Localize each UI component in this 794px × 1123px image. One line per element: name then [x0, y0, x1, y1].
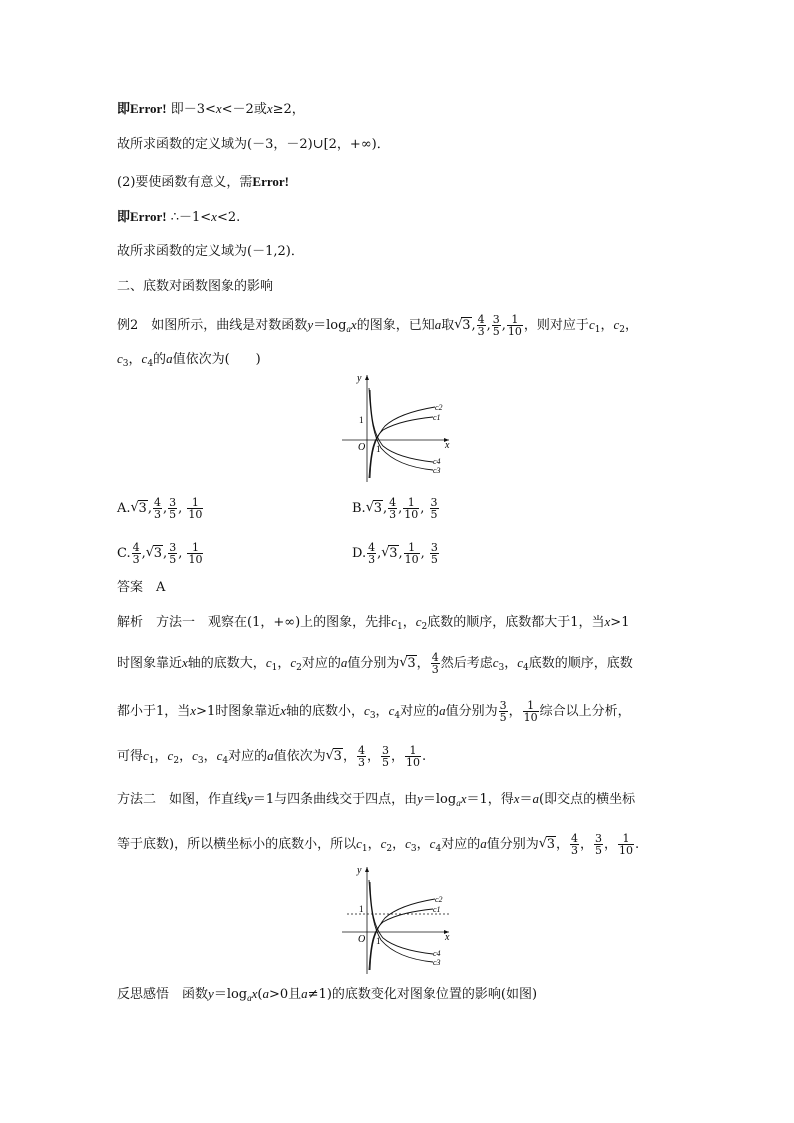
y-axis-label: y: [357, 865, 362, 876]
analysis-line-3: 都小于1，当x>1时图象靠近x轴的底数小，$c_3$，$c_4$对应的a值分别为 $\frac{3}{5}$ ， $\frac{1}{10}$ 综合以上分析，: [117, 699, 631, 724]
line-1: 即Error! 即－3<x<－2或x≥2，: [117, 101, 305, 117]
label-c3: c3: [433, 466, 441, 475]
y-tick-1: 1: [359, 904, 364, 914]
origin-label: O: [358, 442, 366, 453]
label-c1: c1: [433, 413, 441, 422]
log-graph-1: [337, 370, 457, 485]
example-line-1: 例2 如图所示，曲线是对数函数$y=\log_ax$的图象，已知a取√ 3, $\frac{4}{3}$ , $\frac{3}{5}$ , $\frac{1}{10}$ ，则对应于$c_1$，$c_2$，: [117, 314, 638, 338]
x-tick-1: 1: [376, 444, 381, 454]
y-axis-label: y: [357, 373, 362, 384]
line-5: 故所求函数的定义域为(－1,2)．: [117, 244, 304, 259]
reflection-line: 反思感悟 函数$y=\log_ax(a>0$且a≠1)的底数变化对图象位置的影响(如图): [117, 986, 538, 1003]
curve-c3: [369, 388, 433, 470]
origin-label: O: [358, 934, 366, 945]
option-d[interactable]: D. $\frac{4}{3}$ ,√ 3, $\frac{1}{10}$ , $\frac{3}{5}$: [352, 542, 440, 565]
example-line-2: $c_3$，$c_4$的a值依次为( ): [117, 351, 261, 369]
line-3: (2)要使函数有意义，需Error!: [117, 174, 289, 190]
line-4: 即Error! ∴－1<x<2.: [117, 209, 241, 225]
analysis-line-2: 时图象靠近x轴的底数大，$c_1$，$c_2$对应的a值分别为√ 3， $\frac{4}{3}$ 然后考虑$c_3$，$c_4$底数的顺序，底数: [117, 652, 633, 676]
analysis-line-6: 等于底数)，所以横坐标小的底数小，所以$c_1$，$c_2$，$c_3$，$c_4$对应的a值分别为√ 3， $\frac{4}{3}$ ， $\frac{3}{5}$ ， $\frac{1}{10}$ .: [117, 833, 639, 857]
answer-line: 答案 A: [117, 580, 166, 595]
label-c4: c4: [433, 949, 441, 958]
analysis-line-5: 方法二 如图，作直线y＝1与四条曲线交于四点，由$y=\log_ax=1$，得x＝a(即交点的横坐标: [117, 791, 636, 808]
log-graph-2: [337, 862, 457, 977]
analysis-line-1: 解析 方法一 观察在(1，+∞)上的图象，先排$c_1$，$c_2$底数的顺序，底数都大于1，当x>1: [117, 614, 630, 632]
curve-c3: [369, 880, 433, 962]
label-c4: c4: [433, 457, 441, 466]
analysis-line-4: 可得$c_1$，$c_2$，$c_3$，$c_4$对应的a值依次为√ 3， $\frac{4}{3}$ ， $\frac{3}{5}$ ， $\frac{1}{10}$ .: [117, 745, 426, 769]
line-2: 故所求函数的定义域为(－3，－2)∪[2，+∞)．: [117, 137, 390, 152]
label-c1: c1: [433, 905, 441, 914]
x-axis-label: x: [445, 932, 450, 943]
x-tick-1: 1: [376, 936, 381, 946]
x-axis-label: x: [445, 440, 450, 451]
label-c3: c3: [433, 958, 441, 967]
option-b[interactable]: B.√ 3, $\frac{4}{3}$ , $\frac{1}{10}$ , $\frac{3}{5}$: [352, 497, 440, 520]
section-heading: 二、底数对函数图象的影响: [117, 279, 274, 294]
y-tick-1: 1: [359, 415, 364, 425]
label-c2: c2: [435, 403, 443, 412]
option-a[interactable]: A.√ 3, $\frac{4}{3}$ , $\frac{3}{5}$ , $\frac{1}{10}$: [117, 497, 204, 520]
option-c[interactable]: C. $\frac{4}{3}$ ,√ 3, $\frac{3}{5}$ , $\frac{1}{10}$: [117, 542, 204, 565]
label-c2: c2: [435, 895, 443, 904]
